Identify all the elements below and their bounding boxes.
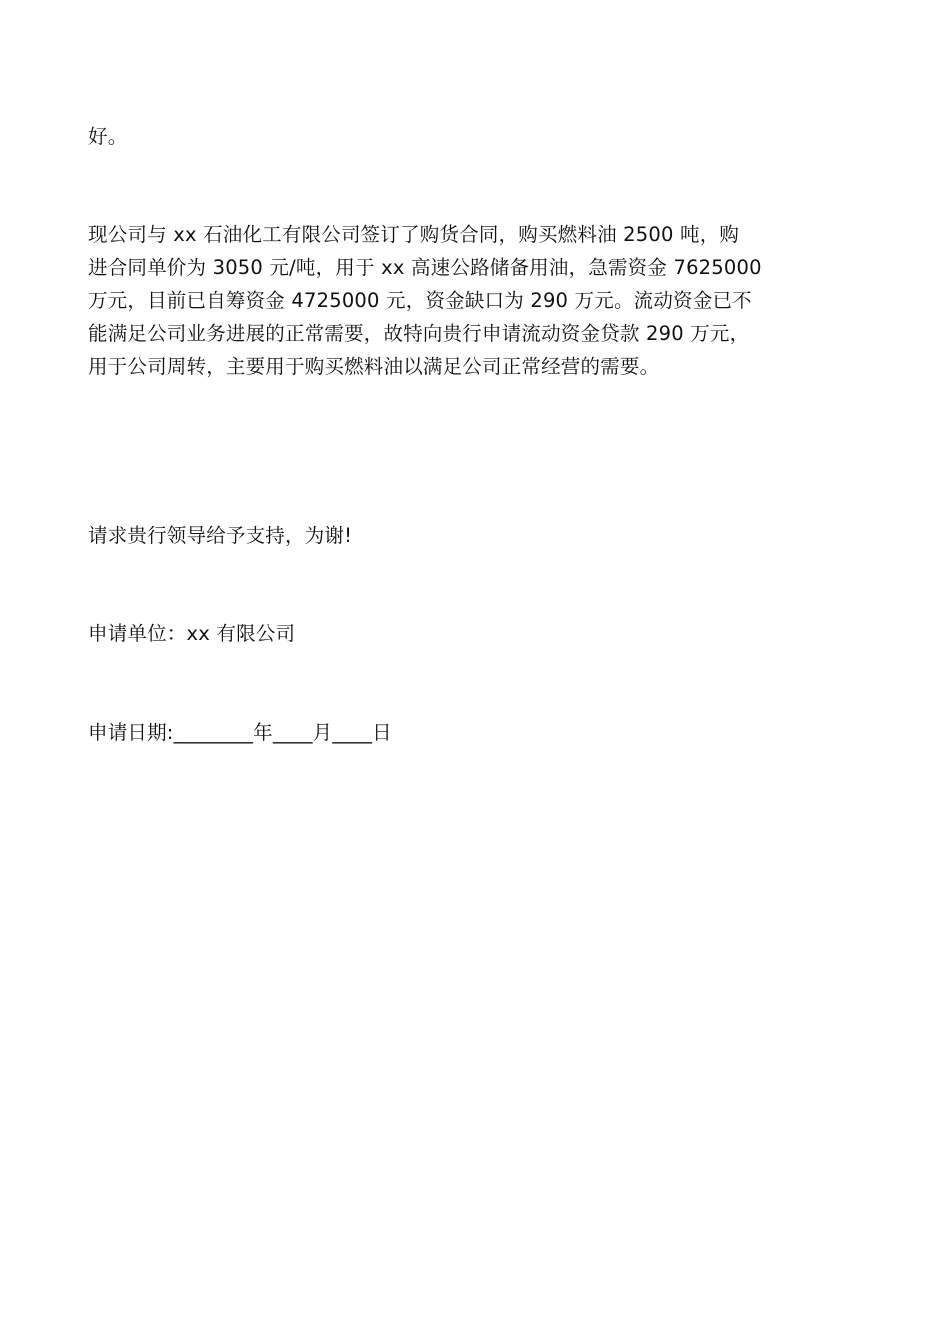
date-line: 申请日期:________年____月____日 (88, 721, 392, 744)
main-paragraph (88, 218, 888, 383)
opening-fragment (88, 120, 888, 153)
opening-fragment-text: 好。 (88, 125, 128, 148)
main-paragraph-line-4: 能满足公司业务进展的正常需要，故特向贵行申请流动资金贷款 290 万元， (88, 322, 750, 345)
main-paragraph-line-2: 进合同单价为 3050 元/吨，用于 xx 高速公路储备用油，急需资金 7625000 (88, 256, 762, 279)
main-paragraph-line-1: 现公司与 xx 石油化工有限公司签订了购货合同，购买燃料油 2500 吨，购 (88, 223, 740, 246)
main-paragraph-line-5: 用于公司周转，主要用于购买燃料油以满足公司正常经营的需要。 (88, 355, 660, 378)
applicant-line: 申请单位：xx 有限公司 (88, 622, 296, 645)
applicant-paragraph (88, 617, 888, 650)
request-paragraph (88, 519, 888, 552)
request-line: 请求贵行领导给予支持，为谢! (88, 524, 353, 547)
main-paragraph-line-3: 万元，目前已自筹资金 4725000 元，资金缺口为 290 万元。流动资金已不 (88, 289, 752, 312)
date-paragraph (88, 716, 888, 749)
